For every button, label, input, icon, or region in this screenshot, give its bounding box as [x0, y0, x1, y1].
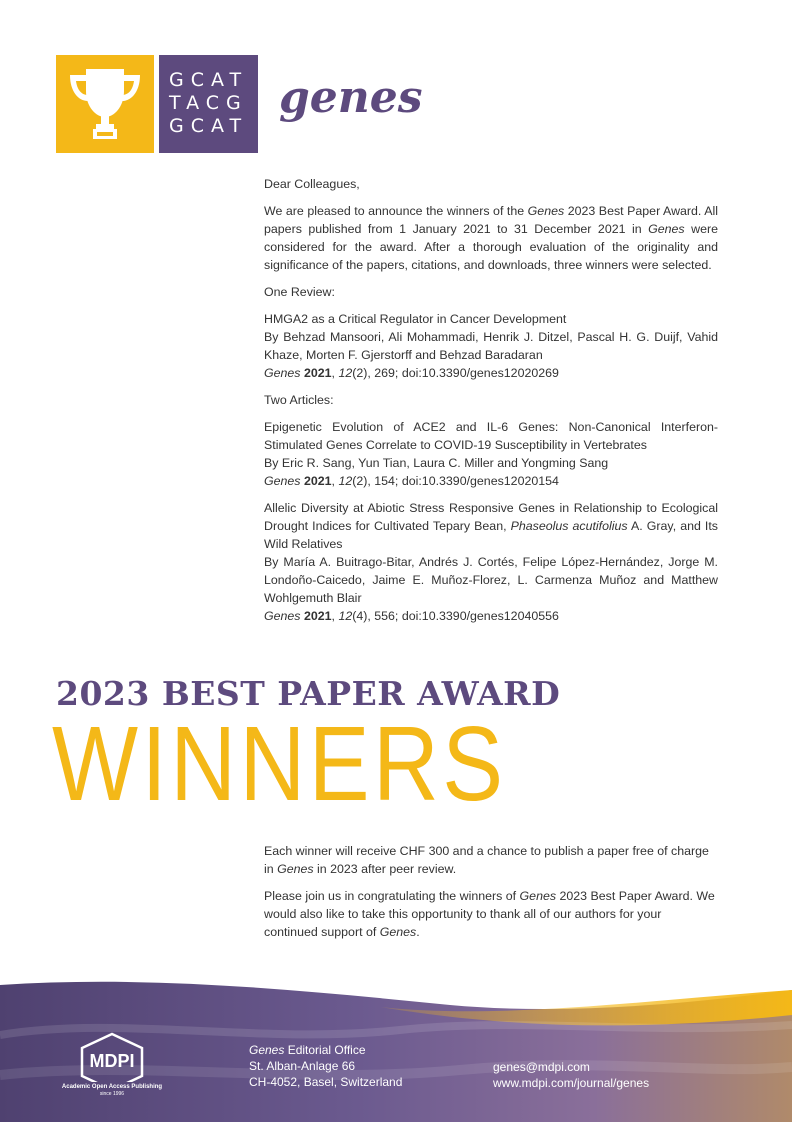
article2-citation: Genes 2021, 12(4), 556; doi:10.3390/genes12040556: [264, 609, 559, 623]
article1-citation: Genes 2021, 12(2), 154; doi:10.3390/genes12020154: [264, 474, 559, 488]
letter-body: [264, 175, 718, 634]
mdpi-logo-text: MDPI: [89, 1051, 135, 1071]
article2-title: Allelic Diversity at Abiotic Stress Responsive Genes in Relationship to Ecological Drought Indices for Cultivated Tepary Bean, Phaseolus acutifolius A. Gray, and Its Wild Relatives: [264, 501, 719, 551]
article-entry-2: [264, 499, 718, 625]
closing-text: [264, 842, 718, 950]
logo-letters-line-3: GCAT: [169, 115, 249, 137]
gcat-logo-tile: [159, 55, 258, 153]
contact-email[interactable]: genes@mdpi.com: [493, 1060, 590, 1074]
contact-info: [493, 1059, 649, 1091]
editorial-office: [249, 1042, 402, 1090]
article-entry-1: [264, 418, 718, 490]
award-title: 2023 BEST PAPER AWARD: [56, 674, 561, 713]
article1-authors: By Eric R. Sang, Yun Tian, Laura C. Miller and Yongming Sang: [264, 456, 609, 470]
mdpi-tagline: Academic Open Access Publishing: [61, 1084, 163, 1090]
article1-title: Epigenetic Evolution of ACE2 and IL-6 Genes: Non-Canonical Interferon-Stimulated Genes Correlate to COVID-19 Susceptibility in Vertebrates: [264, 420, 718, 452]
closing-paragraph-1: Each winner will receive CHF 300 and a chance to publish a paper free of charge in Genes in 2023 after peer review.: [264, 844, 709, 876]
award-winners: WINNERS: [52, 705, 507, 823]
review-heading: One Review:: [264, 285, 335, 299]
office-address-line-1: St. Alban-Anlage 66: [249, 1059, 356, 1073]
review-citation: Genes 2021, 12(2), 269; doi:10.3390/genes12020269: [264, 366, 559, 380]
articles-heading: Two Articles:: [264, 393, 334, 407]
salutation: Dear Colleagues,: [264, 177, 360, 191]
logo-letters-line-2: TACG: [169, 92, 248, 114]
office-address-line-2: CH-4052, Basel, Switzerland: [249, 1075, 403, 1089]
contact-website[interactable]: www.mdpi.com/journal/genes: [493, 1076, 650, 1090]
review-authors: By Behzad Mansoori, Ali Mohammadi, Henrik J. Ditzel, Pascal H. G. Duijf, Vahid Khaze, Morten F. Gjerstorff and Behzad Baradaran: [264, 330, 718, 362]
trophy-logo-tile: [56, 55, 154, 153]
intro-paragraph: We are pleased to announce the winners of the Genes 2023 Best Paper Award. All papers published from 1 January 2021 to 31 December 2021 in Genes were considered for the award. After a thorough evaluation of the originality and significance of the papers, citations, and downloads, three winners were selected.: [264, 204, 718, 272]
journal-name: genes: [279, 72, 423, 123]
mdpi-hexagon-icon: [56, 1032, 168, 1082]
article2-authors: By María A. Buitrago-Bitar, Andrés J. Cortés, Felipe López-Hernández, Jorge M. Londoño-Caicedo, Jaime E. Muñoz-Florez, L. Carmenza Muñoz and Matthew Wohlgemuth Blair: [264, 555, 718, 605]
trophy-icon: [56, 55, 154, 153]
review-entry: [264, 310, 718, 382]
review-title: HMGA2 as a Critical Regulator in Cancer Development: [264, 312, 567, 326]
mdpi-since: since 1996: [99, 1091, 125, 1097]
logo-letters-line-1: GCAT: [169, 69, 249, 91]
office-title: Genes Editorial Office: [249, 1043, 366, 1057]
closing-paragraph-2: Please join us in congratulating the winners of Genes 2023 Best Paper Award. We would also like to take this opportunity to thank all of our authors for your continued support of Genes.: [264, 889, 715, 939]
mdpi-logo[interactable]: [56, 1032, 168, 1097]
